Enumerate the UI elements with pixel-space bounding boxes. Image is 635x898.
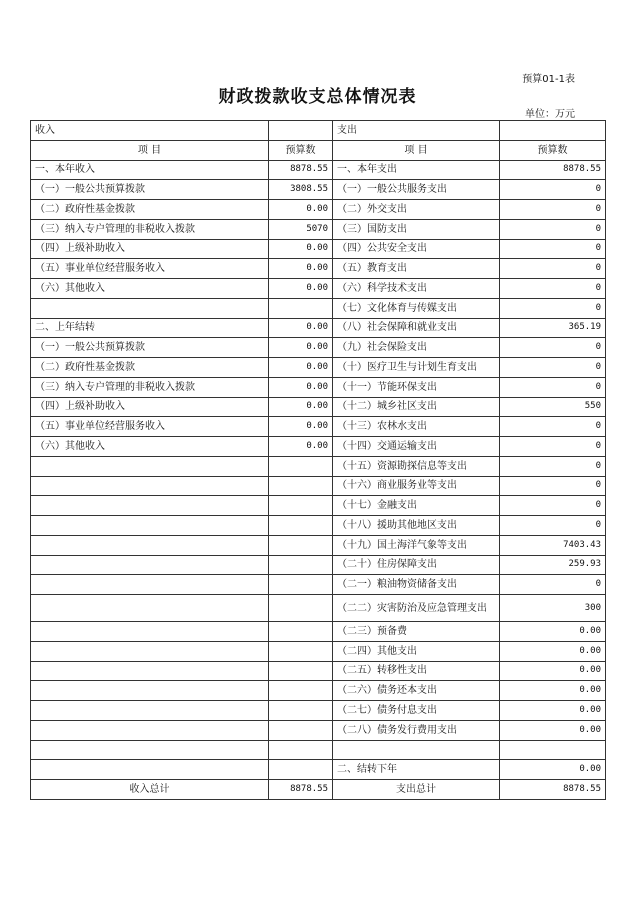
expense-value-cell: 0.00 [500,681,606,701]
income-section-blank [269,121,333,141]
expense-item-cell [333,740,500,760]
income-budget-header: 预算数 [269,140,333,160]
income-value-cell [269,740,333,760]
table-row [31,516,606,536]
expense-value-cell: 550 [500,397,606,417]
expense-value-cell: 0 [500,219,606,239]
expense-value-cell: 0.00 [500,760,606,780]
income-value-cell: 0.00 [269,338,333,358]
expense-value-cell: 0 [500,476,606,496]
income-item-cell [31,516,269,536]
expense-item-cell: （三）国防支出 [333,219,500,239]
expense-value-cell: 0 [500,417,606,437]
expense-section-label: 支出 [333,121,500,141]
expense-item-cell: （十三）农林水支出 [333,417,500,437]
expense-item-cell: （十一）节能环保支出 [333,377,500,397]
income-value-cell [269,641,333,661]
table-row [31,701,606,721]
income-value-cell [269,760,333,780]
expense-value-cell: 0 [500,259,606,279]
income-value-cell: 0.00 [269,358,333,378]
income-value-cell: 8878.55 [269,160,333,180]
expense-item-cell: （二十）住房保障支出 [333,555,500,575]
income-section-label: 收入 [31,121,269,141]
income-item-cell: （三）纳入专户管理的非税收入拨款 [31,377,269,397]
expense-value-cell: 0.00 [500,720,606,740]
income-item-cell: （二）政府性基金拨款 [31,358,269,378]
expense-item-cell: （二八）债务发行费用支出 [333,720,500,740]
table-row [31,661,606,681]
income-value-cell [269,535,333,555]
budget-table [30,120,606,800]
expense-value-cell: 0.00 [500,641,606,661]
expense-value-cell [500,740,606,760]
income-item-cell [31,622,269,642]
expense-item-cell: （二一）粮油物资储备支出 [333,575,500,595]
table-row [31,259,606,279]
income-value-cell [269,681,333,701]
income-item-cell [31,456,269,476]
expense-total-value: 8878.55 [500,780,606,800]
expense-value-cell: 0.00 [500,622,606,642]
expense-value-cell: 365.19 [500,318,606,338]
expense-item-cell: （十八）援助其他地区支出 [333,516,500,536]
form-code: 预算01-1表 [522,74,575,85]
expense-value-cell: 0.00 [500,661,606,681]
expense-value-cell: 7403.43 [500,535,606,555]
table-row [31,456,606,476]
table-row [31,641,606,661]
expense-item-cell: （七）文化体育与传媒支出 [333,298,500,318]
table-row [31,760,606,780]
table-row [31,740,606,760]
income-item-cell [31,535,269,555]
table-row [31,318,606,338]
income-value-cell: 0.00 [269,259,333,279]
expense-item-cell: （十七）金融支出 [333,496,500,516]
table-row [31,219,606,239]
expense-value-cell: 0 [500,516,606,536]
income-item-header: 项 目 [31,140,269,160]
income-value-cell [269,456,333,476]
income-value-cell [269,298,333,318]
expense-item-cell: （二七）债务付息支出 [333,701,500,721]
expense-value-cell: 0.00 [500,701,606,721]
income-item-cell: （六）其他收入 [31,437,269,457]
expense-value-cell: 0 [500,279,606,299]
expense-item-cell: （二五）转移性支出 [333,661,500,681]
expense-item-cell: （九）社会保险支出 [333,338,500,358]
expense-item-cell: （二二）灾害防治及应急管理支出 [333,595,500,622]
income-value-cell [269,661,333,681]
income-value-cell: 0.00 [269,437,333,457]
income-item-cell: （四）上级补助收入 [31,239,269,259]
table-row [31,681,606,701]
unit-label: 单位：万元 [525,109,575,120]
expense-item-cell: （十二）城乡社区支出 [333,397,500,417]
income-item-cell [31,555,269,575]
expense-item-cell: （二三）预备费 [333,622,500,642]
expense-item-cell: 一、本年支出 [333,160,500,180]
income-value-cell [269,496,333,516]
table-row [31,555,606,575]
income-item-cell [31,641,269,661]
table-row [31,298,606,318]
expense-item-cell: （一）一般公共服务支出 [333,180,500,200]
table-row [31,476,606,496]
expense-total-label: 支出总计 [333,780,500,800]
income-value-cell: 0.00 [269,397,333,417]
expense-value-cell: 0 [500,358,606,378]
table-row [31,595,606,622]
expense-item-cell: 二、结转下年 [333,760,500,780]
expense-value-cell: 8878.55 [500,160,606,180]
income-value-cell [269,476,333,496]
table-row [31,239,606,259]
income-item-cell [31,476,269,496]
expense-item-cell: （四）公共安全支出 [333,239,500,259]
income-item-cell: （一）一般公共预算拨款 [31,338,269,358]
expense-item-cell: （五）教育支出 [333,259,500,279]
income-item-cell [31,496,269,516]
income-value-cell [269,575,333,595]
income-value-cell [269,720,333,740]
expense-item-cell: （六）科学技术支出 [333,279,500,299]
table-row [31,496,606,516]
income-item-cell [31,575,269,595]
income-item-cell: （六）其他收入 [31,279,269,299]
expense-value-cell: 0 [500,239,606,259]
income-item-cell [31,298,269,318]
table-row [31,279,606,299]
total-row [31,780,606,800]
expense-item-cell: （八）社会保障和就业支出 [333,318,500,338]
expense-item-cell: （二四）其他支出 [333,641,500,661]
income-value-cell: 5070 [269,219,333,239]
income-total-value: 8878.55 [269,780,333,800]
expense-value-cell: 0 [500,496,606,516]
expense-value-cell: 0 [500,200,606,220]
expense-item-cell: （二六）债务还本支出 [333,681,500,701]
expense-value-cell: 0 [500,180,606,200]
income-item-cell: （四）上级补助收入 [31,397,269,417]
table-row [31,535,606,555]
expense-item-cell: （十四）交通运输支出 [333,437,500,457]
expense-item-cell: （十）医疗卫生与计划生育支出 [333,358,500,378]
income-value-cell [269,701,333,721]
expense-value-cell: 300 [500,595,606,622]
income-item-cell: （三）纳入专户管理的非税收入拨款 [31,219,269,239]
income-value-cell: 3808.55 [269,180,333,200]
expense-section-blank [500,121,606,141]
expense-value-cell: 0 [500,456,606,476]
table-row [31,575,606,595]
income-value-cell [269,595,333,622]
table-row [31,180,606,200]
income-item-cell: （二）政府性基金拨款 [31,200,269,220]
expense-value-cell: 0 [500,377,606,397]
income-item-cell: 二、上年结转 [31,318,269,338]
table-row [31,377,606,397]
table-row [31,417,606,437]
table-row [31,160,606,180]
income-value-cell: 0.00 [269,318,333,338]
income-item-cell [31,681,269,701]
income-item-cell: （一）一般公共预算拨款 [31,180,269,200]
income-value-cell: 0.00 [269,239,333,259]
income-item-cell [31,720,269,740]
income-value-cell: 0.00 [269,279,333,299]
expense-value-cell: 259.93 [500,555,606,575]
table-row [31,622,606,642]
income-item-cell [31,701,269,721]
income-item-cell [31,740,269,760]
income-item-cell: （五）事业单位经营服务收入 [31,417,269,437]
expense-item-cell: （十六）商业服务业等支出 [333,476,500,496]
expense-value-cell: 0 [500,437,606,457]
income-item-cell: （五）事业单位经营服务收入 [31,259,269,279]
income-value-cell: 0.00 [269,377,333,397]
column-header-row [31,140,606,160]
table-row [31,200,606,220]
table-row [31,437,606,457]
table-row [31,338,606,358]
income-item-cell [31,760,269,780]
expense-value-cell: 0 [500,338,606,358]
income-value-cell [269,516,333,536]
expense-budget-header: 预算数 [500,140,606,160]
expense-item-cell: （二）外交支出 [333,200,500,220]
income-value-cell [269,622,333,642]
expense-item-cell: （十九）国土海洋气象等支出 [333,535,500,555]
income-value-cell [269,555,333,575]
table-row [31,720,606,740]
income-value-cell: 0.00 [269,200,333,220]
income-item-cell: 一、本年收入 [31,160,269,180]
table-row [31,397,606,417]
table-row [31,358,606,378]
expense-value-cell: 0 [500,575,606,595]
income-total-label: 收入总计 [31,780,269,800]
expense-item-cell: （十五）资源勘探信息等支出 [333,456,500,476]
expense-item-header: 项 目 [333,140,500,160]
income-value-cell: 0.00 [269,417,333,437]
expense-value-cell: 0 [500,298,606,318]
page-title: 财政拨款收支总体情况表 [218,87,417,107]
section-header-row [31,121,606,141]
income-item-cell [31,661,269,681]
income-item-cell [31,595,269,622]
